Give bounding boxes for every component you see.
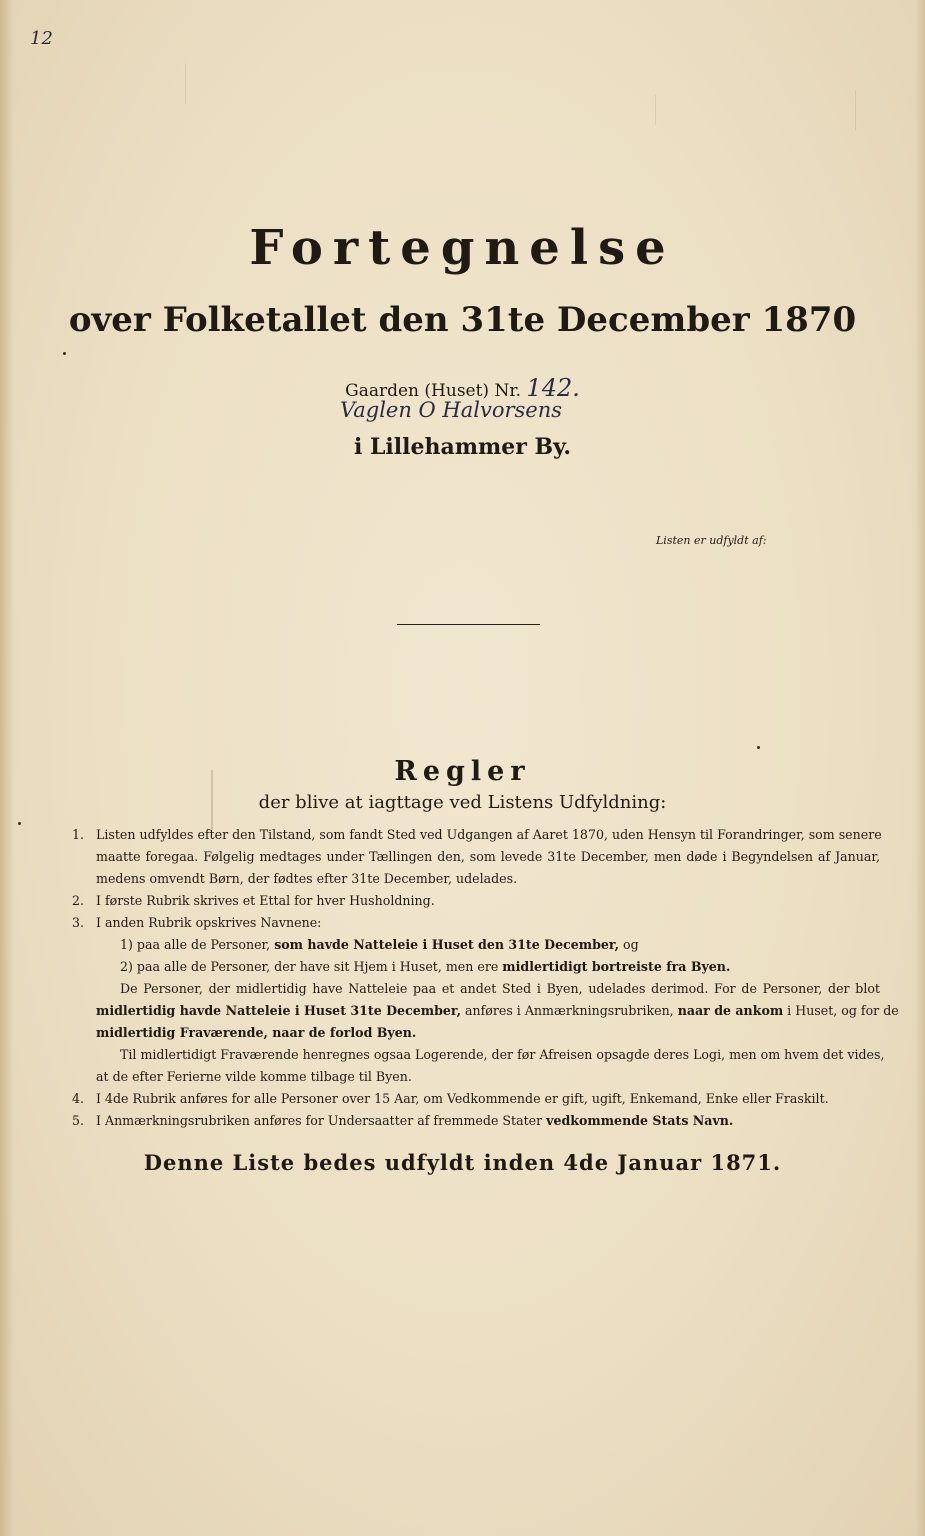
- rule-3-para-2-line-2: at de efter Ferierne vilde komme tilbage til Byen.: [96, 1069, 412, 1084]
- rule-3-item-1: [72, 934, 880, 956]
- document-title: Fortegnelse: [249, 220, 676, 276]
- divider-rule: [397, 624, 540, 625]
- rule-number: 1.: [72, 827, 85, 842]
- rule-text: og: [619, 937, 639, 952]
- rule-text: anføres i Anmærkningsrubriken,: [461, 1003, 678, 1018]
- rule-text: I første Rubrik skrives et Ettal for hver Husholdning.: [96, 893, 435, 908]
- rule-emphasis: midlertidig Fraværende, naar de forlod Byen.: [96, 1025, 417, 1040]
- ink-speck: [757, 746, 760, 749]
- bleed-through-mark: [185, 64, 306, 104]
- rule-number: 4.: [72, 1091, 85, 1106]
- page-number: 12: [30, 28, 53, 49]
- rule-1-line-3: medens omvendt Børn, der fødtes efter 31te December, udelades.: [96, 871, 518, 886]
- rule-5: [72, 1110, 880, 1132]
- rule-emphasis: midlertidigt bortreiste fra Byen.: [502, 959, 731, 974]
- rule-3-para-2-line-1: Til midlertidigt Fraværende henregnes ogsaa Logerende, der før Afreisen opsagde deres Logi, men om hvem det vides,: [120, 1047, 885, 1062]
- rule-2: [72, 890, 880, 912]
- rule-text: I anden Rubrik opskrives Navnene:: [96, 915, 322, 930]
- rule-1-line-2: maatte foregaa. Følgelig medtages under Tællingen den, som levede 31te December, men døde i Begyndelsen af Januar,: [96, 849, 880, 864]
- house-number-handwritten: 142.: [526, 374, 580, 402]
- rule-number: 2.: [72, 893, 85, 908]
- rule-text: I 4de Rubrik anføres for alle Personer over 15 Aar, om Vedkommende er gift, ugift, Enkemand, Enke eller Fraskilt.: [96, 1091, 829, 1106]
- rule-emphasis: midlertidig havde Natteleie i Huset 31te December,: [96, 1003, 461, 1018]
- rules-heading: Regler: [394, 756, 531, 787]
- rules-list: [72, 824, 899, 1132]
- house-number-label: Gaarden (Huset) Nr.: [345, 381, 522, 401]
- owner-name-handwritten: Vaglen O Halvorsens: [340, 398, 563, 422]
- rule-3-para-1-line-1: De Personer, der midlertidig have Natteleie paa et andet Sted i Byen, udelades derimod. For de Personer, der blot: [120, 981, 880, 996]
- rule-4: [72, 1088, 880, 1110]
- rule-3-para-1-line-3: [72, 1022, 880, 1044]
- bleed-through-mark: [655, 95, 716, 125]
- town-name: i Lillehammer By.: [353, 434, 572, 460]
- rule-emphasis: vedkommende Stats Navn.: [546, 1113, 734, 1128]
- rule-3: [72, 912, 880, 934]
- rule-1-line-1: [72, 824, 880, 846]
- rule-text: i Huset, og for de: [783, 1003, 899, 1018]
- deadline-notice: Denne Liste bedes udfyldt inden 4de Januar 1871.: [143, 1150, 782, 1175]
- ink-speck: [63, 352, 66, 355]
- ink-speck: [18, 822, 21, 825]
- document-subtitle: over Folketallet den 31te December 1870: [68, 300, 857, 340]
- rule-text: 1) paa alle de Personer,: [120, 937, 275, 952]
- rule-emphasis: som havde Natteleie i Huset den 31te December,: [274, 937, 620, 952]
- rule-text: Listen udfyldes efter den Tilstand, som fandt Sted ved Udgangen af Aaret 1870, uden Hensyn til Forandringer, som senere: [96, 827, 882, 842]
- rule-text: 2) paa alle de Personer, der have sit Hjem i Huset, men ere: [120, 959, 503, 974]
- bleed-through-mark: [855, 90, 906, 130]
- rule-emphasis: naar de ankom: [677, 1003, 784, 1018]
- rule-number: 3.: [72, 915, 85, 930]
- rule-3-para-1-line-2: [72, 1000, 899, 1022]
- rule-number: 5.: [72, 1113, 85, 1128]
- rule-3-item-2: [72, 956, 880, 978]
- filled-by-label: Listen er udfyldt af:: [656, 534, 767, 547]
- rule-text: I Anmærkningsrubriken anføres for Undersaatter af fremmede Stater: [96, 1113, 547, 1128]
- rules-subheading: der blive at iagttage ved Listens Udfyldning:: [258, 792, 667, 813]
